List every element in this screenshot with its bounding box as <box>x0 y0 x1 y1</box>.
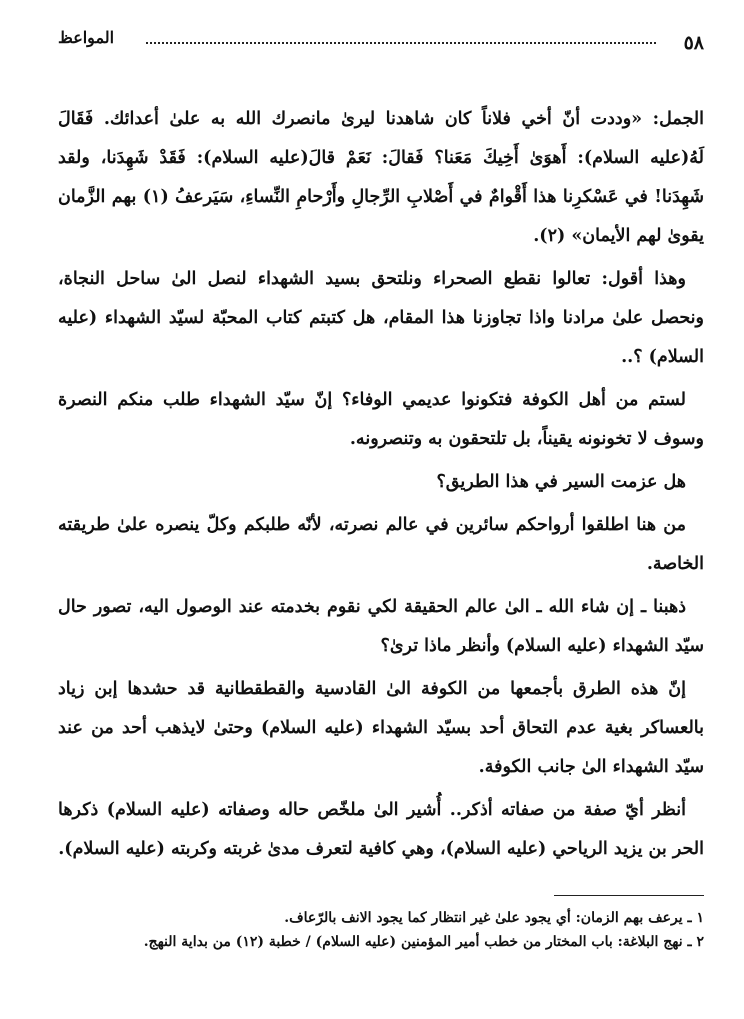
paragraph-8: أنظر أيّ صفة من صفاته أذكر.. أُشير الىٰ ملخّص حاله وصفاته (عليه السلام) ذكرها الحر بن يزيد الرياحي (عليه السلام)، وهي كافية لتعرف مدىٰ غربته وكربته (عليه السلام). <box>58 800 704 859</box>
paragraph-1: الجمل: «وددت أنّ أخي فلاناً كان شاهدنا ليرىٰ مانصرك الله به علىٰ أعدائك. فَقَالَ لَهُ(عليه السلام): أَهوَىٰ أَخِيكَ مَعَنا؟ فَقالَ: نَعَمْ قالَ(عليه السلام): فَقَدْ شَهِدَنا، ولقد شَهِدَنا! في عَسْكرِنا هذا أَقْوامٌ في أَصْلابِ الرِّجالِ وأَرْحامِ النِّساءِ، سَيَرعفُ (١) بهم الزَّمان يقوىٰ لهم الأيمان» (٢). <box>58 109 704 246</box>
header-dot-leader <box>146 42 656 44</box>
paragraph-4: هل عزمت السير في هذا الطريق؟ <box>436 472 686 492</box>
page-header <box>58 28 704 56</box>
footnote-1: ١ ـ يرعف بهم الزمان: أي يجود علىٰ غير انتظار كما يجود الانف بالرّعاف. <box>284 910 704 926</box>
paragraph-5: من هنا اطلقوا أرواحكم سائرين في عالم نصرته، لأنّه طلبكم وكلّ ينصره علىٰ طريقته الخاصة. <box>58 515 704 574</box>
paragraph-3: لستم من أهل الكوفة فتكونوا عديمي الوفاء؟ إنّ سيّد الشهداء طلب منكم النصرة وسوف لا تخونونه يقيناً، بل تلتحقون به وتنصرونه. <box>58 390 704 449</box>
footnote-2: ٢ ـ نهج البلاغة: باب المختار من خطب أمير المؤمنين (عليه السلام) / خطبة (١٢) من بداية النهج. <box>143 934 704 950</box>
paragraph-7: إنّ هذه الطرق بأجمعها من الكوفة الىٰ القادسية والقطقطانية قد حشدها إبن زياد بالعساكر بغية عدم التحاق أحد بسيّد الشهداء (عليه السلام) وحتىٰ لايذهب أحد من عند سيّد الشهداء الىٰ جانب الكوفة. <box>58 679 704 777</box>
body-text <box>58 100 704 869</box>
page-number: ٥٨ <box>683 32 704 54</box>
book-page <box>58 28 704 873</box>
paragraph-6: ذهبنا ـ إن شاء الله ـ الىٰ عالم الحقيقة لكي نقوم بخدمته عند الوصول اليه، تصور حال سيّد الشهداء (عليه السلام) وأنظر ماذا ترىٰ؟ <box>58 597 704 656</box>
paragraph-2: وهذا أقول: تعالوا نقطع الصحراء ونلتحق بسيد الشهداء لنصل الىٰ ساحل النجاة، ونحصل علىٰ مرادنا واذا تجاوزنا هذا المقام، هل كتبتم كتاب المحبّة لسيّد الشهداء (عليه السلام) ؟.. <box>58 269 704 367</box>
footnotes <box>58 906 704 954</box>
footnote-divider <box>554 895 704 896</box>
running-title: المواعظ <box>58 28 115 47</box>
